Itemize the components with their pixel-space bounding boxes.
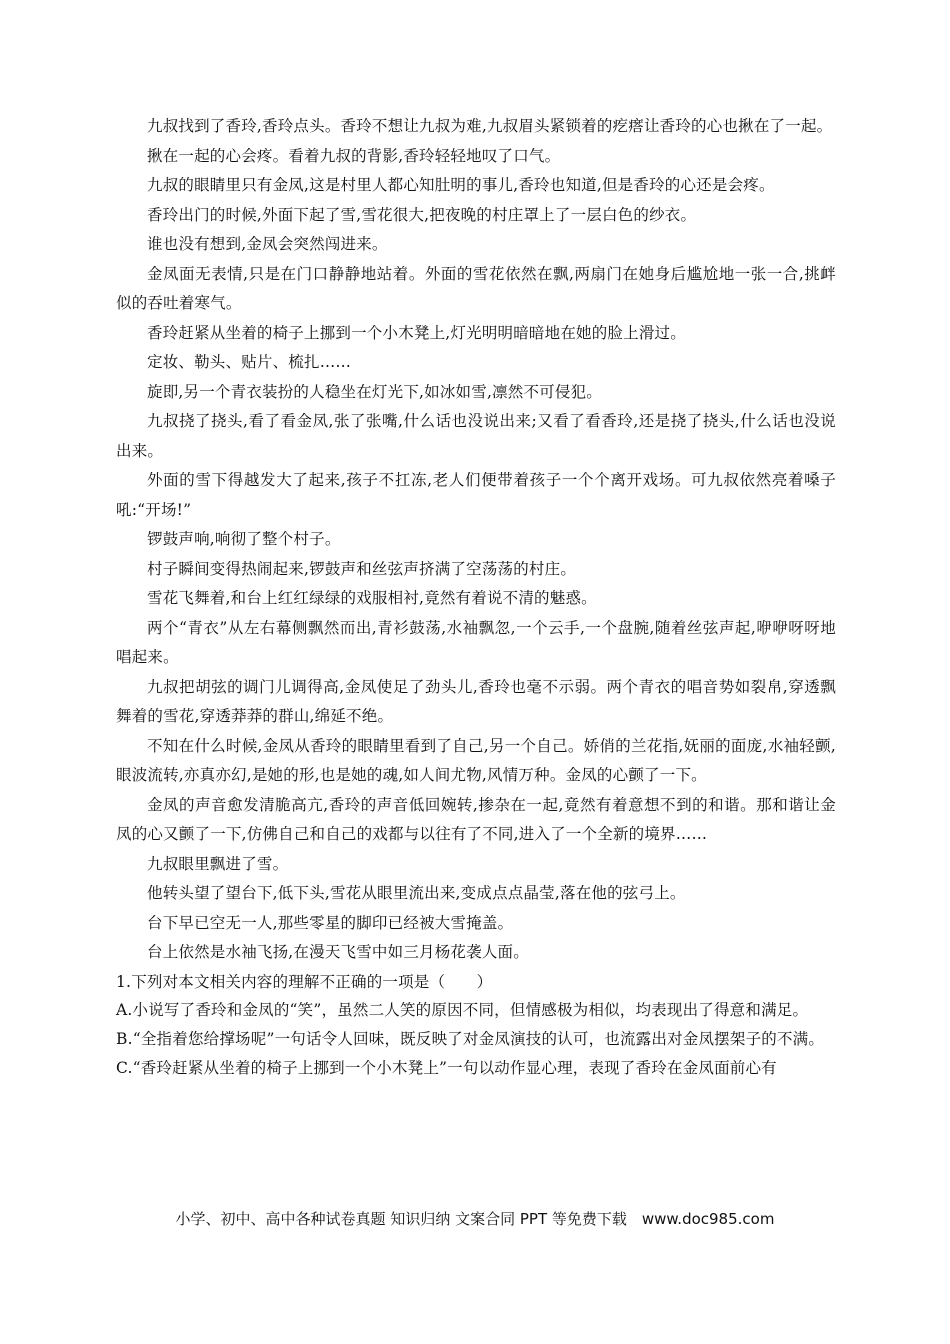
story-paragraph: 谁也没有想到,金凤会突然闯进来。 (147, 235, 388, 253)
story-paragraph: 定妆、勒头、贴片、梳扎…… (147, 353, 352, 371)
story-paragraph: 不知在什么时候,金凤从香玲的眼睛里看到了自己,另一个自己。娇俏的兰花指,妩丽的面庞,水袖轻颤,眼波流转,亦真亦幻,是她的形,也是她的魂,如人间尤物,风情万种。金凤的心颤了一下。 (116, 736, 836, 784)
story-paragraph: 台上依然是水袖飞扬,在漫天飞雪中如三月杨花袭人面。 (147, 943, 529, 961)
story-paragraph: 锣鼓声响,响彻了整个村子。 (147, 530, 341, 548)
story-paragraph: 雪花飞舞着,和台上红红绿绿的戏服相衬,竟然有着说不清的魅惑。 (147, 589, 597, 607)
question-option-a: A.小说写了香玲和金凤的“笑”，虽然二人笑的原因不同，但情感极为相似，均表现出了得意和满足。 (116, 1001, 809, 1020)
story-paragraph: 金凤的声音愈发清脆高亢,香玲的声音低回婉转,掺杂在一起,竟然有着意想不到的和谐。那和谐让金凤的心又颤了一下,仿佛自己和自己的戏都与以往有了不同,进入了一个全新的境界…… (116, 795, 836, 843)
story-paragraph: 旋即,另一个青衣装扮的人稳坐在灯光下,如冰如雪,凛然不可侵犯。 (147, 382, 602, 401)
question-stem: 1.下列对本文相关内容的理解不正确的一项是（ ） (116, 972, 493, 991)
story-paragraph: 九叔找到了香玲,香玲点头。香玲不想让九叔为难,九叔眉头紧锁着的疙瘩让香玲的心也揪在了一起。 (147, 117, 833, 135)
story-paragraph: 村子瞬间变得热闹起来,锣鼓声和丝弦声挤满了空荡荡的村庄。 (147, 559, 577, 578)
story-paragraph: 台下早已空无一人,那些零星的脚印已经被大雪掩盖。 (147, 913, 514, 932)
story-paragraph: 九叔的眼睛里只有金凤,这是村里人都心知肚明的事儿,香玲也知道,但是香玲的心还是会疼。 (147, 176, 775, 194)
document-body (116, 112, 836, 1083)
story-paragraph: 揪在一起的心会疼。看着九叔的背影,香玲轻轻地叹了口气。 (147, 146, 561, 165)
question-option-c: C.“香玲赶紧从坐着的椅子上挪到一个小木凳上”一句以动作显心理，表现了香玲在金凤面前心有 (116, 1058, 777, 1077)
story-paragraph: 九叔挠了挠头,看了看金凤,张了张嘴,什么话也没说出来;又看了看香玲,还是挠了挠头,什么话也没说出来。 (116, 412, 836, 460)
story-paragraph: 香玲出门的时候,外面下起了雪,雪花很大,把夜晚的村庄罩上了一层白色的纱衣。 (147, 205, 697, 224)
story-paragraph: 九叔眼里飘进了雪。 (147, 854, 289, 873)
footer-banner: 小学、初中、高中各种试卷真题 知识归纳 文案合同 PPT 等免费下载 www.doc985.com (175, 1210, 775, 1228)
story-paragraph: 金凤面无表情,只是在门口静静地站着。外面的雪花依然在飘,两扇门在她身后尴尬地一张一合,挑衅似的吞吐着寒气。 (116, 264, 836, 312)
story-paragraph: 他转头望了望台下,低下头,雪花从眼里流出来,变成点点晶莹,落在他的弦弓上。 (147, 884, 686, 902)
story-paragraph: 九叔把胡弦的调门儿调得高,金凤使足了劲头儿,香玲也毫不示弱。两个青衣的唱音势如裂帛,穿透飘舞着的雪花,穿透莽莽的群山,绵延不绝。 (116, 677, 836, 725)
story-paragraph: 两个“青衣”从左右幕侧飘然而出,青衫鼓荡,水袖飘忽,一个云手,一个盘腕,随着丝弦声起,咿咿呀呀地唱起来。 (116, 618, 836, 666)
story-paragraph: 外面的雪下得越发大了起来,孩子不扛冻,老人们便带着孩子一个个离开戏场。可九叔依然亮着嗓子吼:“开场!” (116, 471, 836, 519)
story-paragraph: 香玲赶紧从坐着的椅子上挪到一个小木凳上,灯光明明暗暗地在她的脸上滑过。 (147, 323, 686, 342)
question-option-b: B.“全指着您给撑场呢”一句话令人回味，既反映了对金凤演技的认可，也流露出对金凤摆架子的不满。 (116, 1030, 825, 1049)
